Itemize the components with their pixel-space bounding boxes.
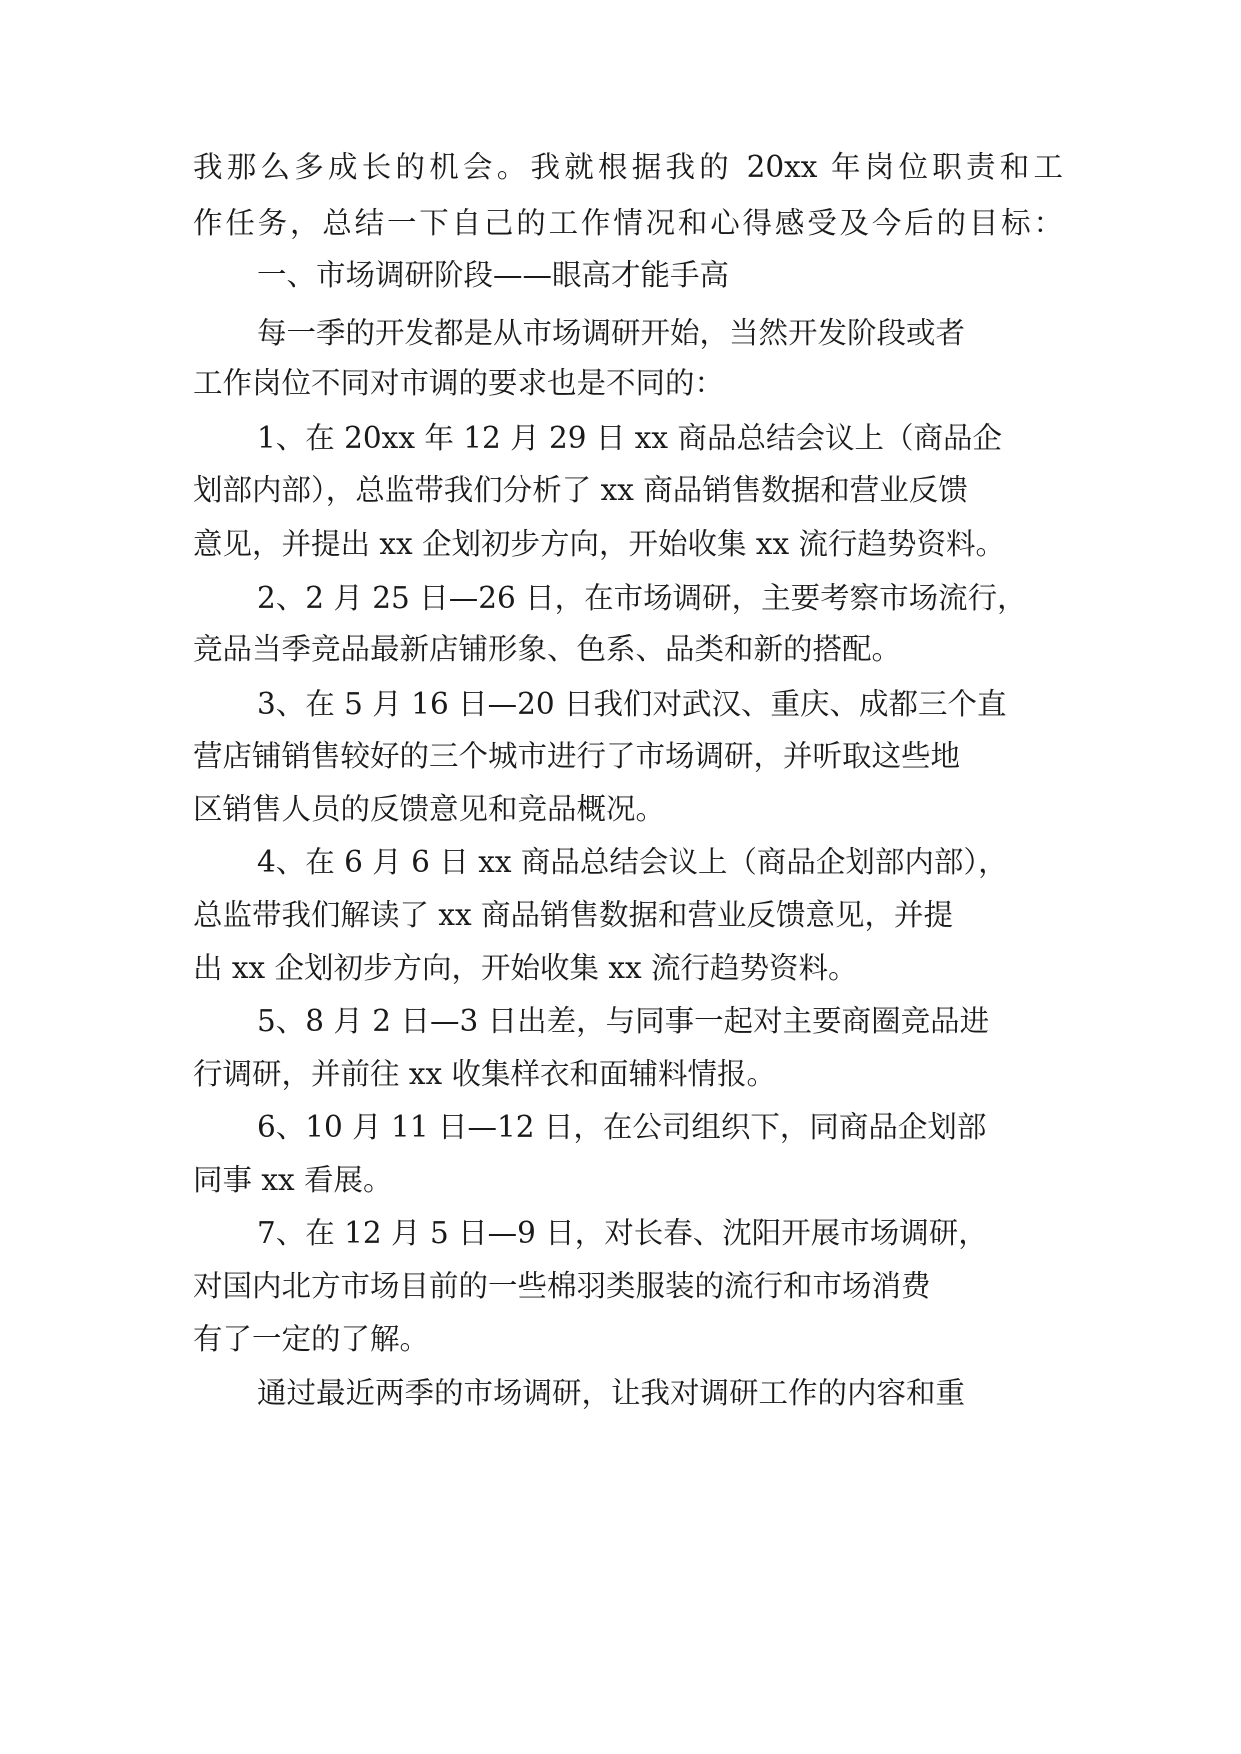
list-item-line: 竞品当季竞品最新店铺形象、色系、品类和新的搭配。 <box>193 632 902 666</box>
list-item-line: 总监带我们解读了 xx 商品销售数据和营业反馈意见，并提 <box>193 898 954 932</box>
list-item-line: 意见，并提出 xx 企划初步方向，开始收集 xx 流行趋势资料。 <box>193 527 1006 561</box>
section-heading: 一、市场调研阶段——眼高才能手高 <box>257 258 730 292</box>
list-item-line: 2、2 月 25 日—26 日，在市场调研，主要考察市场流行， <box>257 581 1027 615</box>
list-item-line: 行调研，并前往 xx 收集样衣和面辅料情报。 <box>193 1057 777 1091</box>
list-item-line: 1、在 20xx 年 12 月 29 日 xx 商品总结会议上（商品企 <box>257 421 1002 455</box>
list-item-line: 对国内北方市场目前的一些棉羽类服装的流行和市场消费 <box>193 1269 931 1303</box>
list-item-line: 同事 xx 看展。 <box>193 1163 393 1197</box>
list-item-line: 5、8 月 2 日—3 日出差，与同事一起对主要商圈竞品进 <box>257 1004 990 1038</box>
paragraph-line: 通过最近两季的市场调研，让我对调研工作的内容和重 <box>257 1376 966 1410</box>
paragraph-line: 我那么多成长的机会。我就根据我的 20xx 年岗位职责和工 <box>193 150 1063 184</box>
list-item-line: 7、在 12 月 5 日—9 日，对长春、沈阳开展市场调研， <box>257 1216 988 1250</box>
list-item-line: 出 xx 企划初步方向，开始收集 xx 流行趋势资料。 <box>193 951 858 985</box>
list-item-line: 划部内部），总监带我们分析了 xx 商品销售数据和营业反馈 <box>193 473 968 507</box>
paragraph-line: 工作岗位不同对市调的要求也是不同的： <box>193 366 725 400</box>
list-item-line: 4、在 6 月 6 日 xx 商品总结会议上（商品企划部内部）， <box>257 845 1008 879</box>
list-item-line: 营店铺销售较好的三个城市进行了市场调研，并听取这些地 <box>193 739 961 773</box>
paragraph-line: 作任务，总结一下自己的工作情况和心得感受及今后的目标： <box>193 206 1063 240</box>
list-item-line: 区销售人员的反馈意见和竞品概况。 <box>193 792 666 826</box>
list-item-line: 6、10 月 11 日—12 日，在公司组织下，同商品企划部 <box>257 1110 987 1144</box>
paragraph-line: 每一季的开发都是从市场调研开始，当然开发阶段或者 <box>257 316 966 350</box>
list-item-line: 有了一定的了解。 <box>193 1322 430 1356</box>
list-item-line: 3、在 5 月 16 日—20 日我们对武汉、重庆、成都三个直 <box>257 687 1007 721</box>
